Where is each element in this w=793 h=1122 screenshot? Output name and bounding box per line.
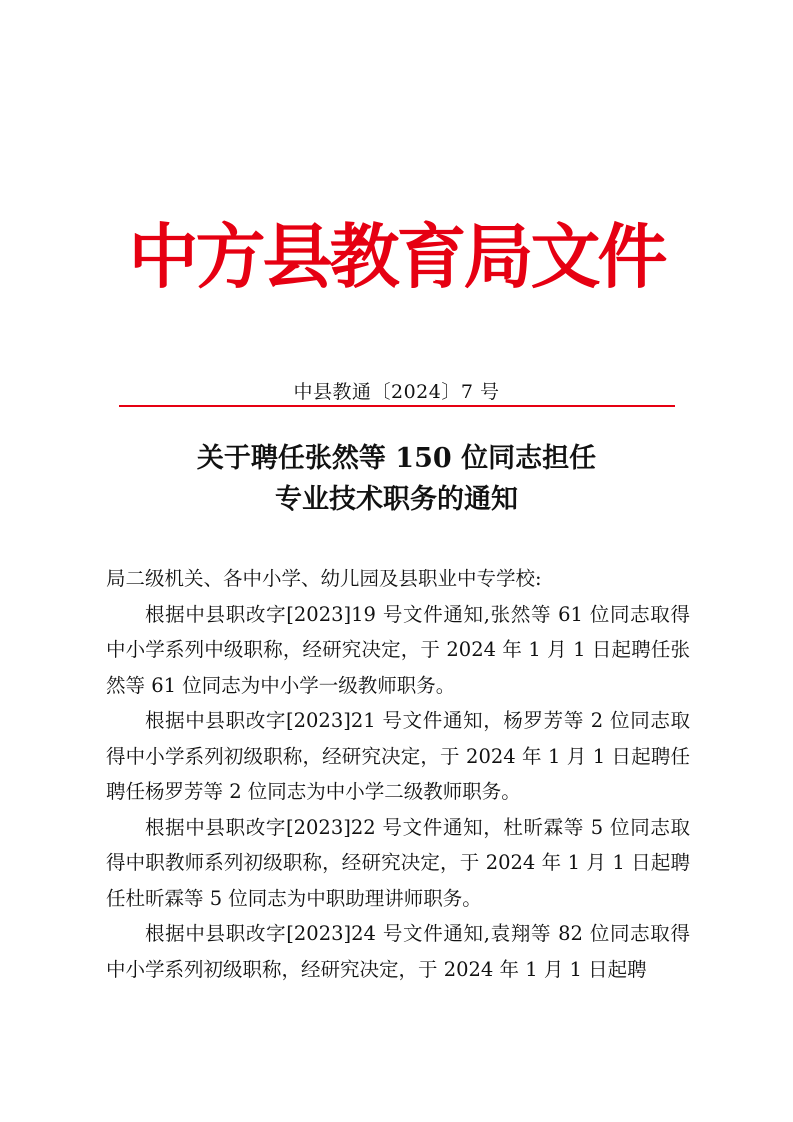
red-header-title: 中方县教育局文件 [128,215,665,298]
red-divider-line [119,405,675,407]
document-number: 中县教通〔2024〕7 号 [293,381,500,403]
notice-body [106,561,690,987]
body-paragraph-1: 根据中县职改字[2023]19 号文件通知,张然等 61 位同志取得中小学系列中级职称，经研究决定，于 2024 年 1 月 1 日起聘任张然等 61 位同志为中小学一级教师职务。 [106,602,690,697]
notice-title-line-1: 关于聘任张然等 150 位同志担任 [196,443,597,474]
salutation: 局二级机关、各中小学、幼儿园及县职业中专学校: [106,567,542,590]
notice-title-line-2: 专业技术职务的通知 [275,484,518,515]
notice-title [0,438,793,520]
body-paragraph-4: 根据中县职改字[2023]24 号文件通知,袁翔等 82 位同志取得中小学系列初级职称，经研究决定，于 2024 年 1 月 1 日起聘 [106,922,690,981]
body-paragraph-2: 根据中县职改字[2023]21 号文件通知，杨罗芳等 2 位同志取得中小学系列初级职称，经研究决定，于 2024 年 1 月 1 日起聘任聘任杨罗芳等 2 位同志为中小学二级教师职务。 [106,709,690,803]
body-paragraph-3: 根据中县职改字[2023]22 号文件通知，杜昕霖等 5 位同志取得中职教师系列初级职称，经研究决定，于 2024 年 1 月 1 日起聘任杜昕霖等 5 位同志为中职助理讲师职务。 [106,815,690,910]
